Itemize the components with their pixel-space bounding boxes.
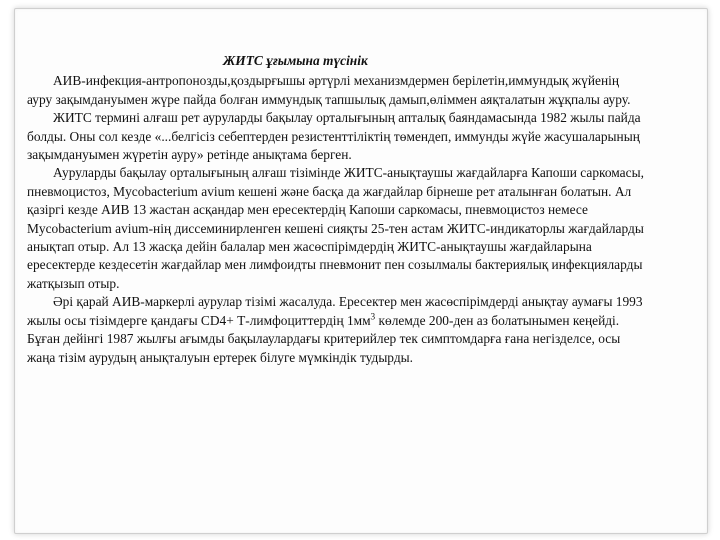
paragraph-3: Ауруларды бақылау орталығының алғаш тізімінде ЖИТС-анықтаушы жағдайларға Капоши саркомасы, пневмоцистоз, Mycobacterium avium кешені және басқа да жағдайлар бірнеше рет аталынған болатын. Ал қазіргі кезде АИВ 13 жастан асқандар мен ересектердің Капоши саркомасы, пневмоцистоз немесе Mycobacterium avium-нің диссеминирленген кешені сияқты 25-тен астам ЖИТС-индикаторлы жағдайларды анықтап отыр. Ал 13 жасқа дейін балалар мен жасөспірімдердің ЖИТС-анықтаушы жағдайларына ересектерде кездесетін жағдайлар мен лимфоидты пневмонит пен созылмалы бактериялық инфекцияларды жатқызып отыр. (27, 165, 644, 291)
paragraph-4 (27, 293, 647, 367)
paragraph-1: АИВ-инфекция-антропонозды,қоздырғышы әртүрлі механизмдермен берілетін,иммундық жүйенің ауру зақымдануымен жүре пайда болған иммундық тапшылық дамып,өліммен аяқталатын жұқпалы ауру. (27, 73, 631, 107)
superscript-cubed: 3 (370, 311, 376, 322)
document-body (27, 52, 647, 367)
paragraph-2: ЖИТС термині алғаш рет ауруларды бақылау орталығының апталық баяндамасында 1982 жылы пайда болды. Оны сол кезде «...белгісіз себептерден резистенттіліктің төмендеп, иммунды жүйе жасушаларының зақымдануымен жүретін ауру» ретінде анықтама берген. (27, 110, 641, 163)
paragraph-4-part-1: Әрі қарай АИВ-маркерлі аурулар тізімі жасалуда. Ересектер мен жасөспірімдерді анықтау аумағы 1993 жылы осы тізімдерге қандағы CD4+ Т-лимфоциттердің 1мм (27, 294, 643, 328)
document-title: ЖИТС ұғымына түсінік (223, 53, 368, 68)
paragraph-4-part-2: көлемде 200-ден аз болатынымен кеңейді. Бұған дейінгі 1987 жылғы ағымды бақылаулардағы критерийлер тек симптомдарға ғана негізделсе, осы жаңа тізім аурудың анықталуын ертерек білуге мүмкіндік тудырды. (27, 312, 621, 365)
